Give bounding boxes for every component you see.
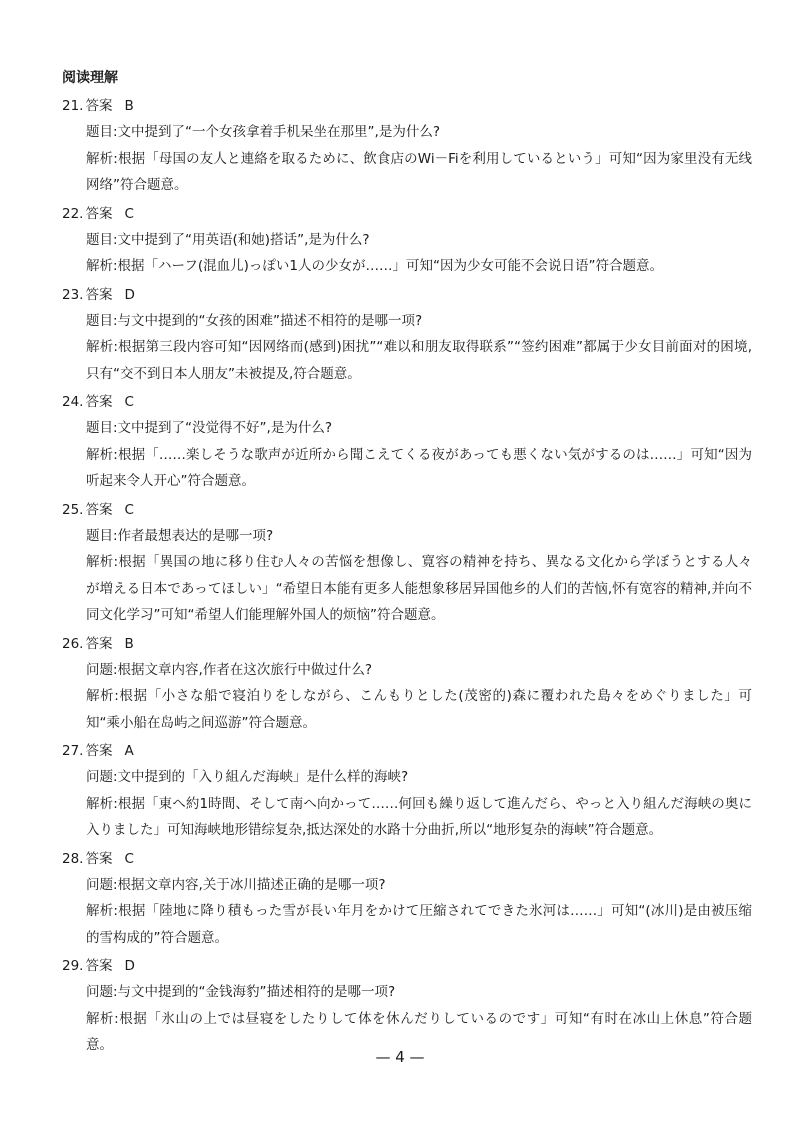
question-stem: 题目:作者最想表达的是哪一项?	[86, 527, 274, 544]
question-block	[62, 203, 752, 280]
question-block	[62, 955, 752, 1059]
answer-letter: B	[124, 635, 134, 652]
question-block	[62, 391, 752, 495]
answer-label: 答案	[85, 958, 113, 974]
question-list	[62, 92, 752, 1063]
answer-label: 答案	[85, 635, 113, 652]
question-block	[62, 499, 752, 629]
answer-letter: D	[124, 286, 135, 303]
answer-label: 答案	[85, 205, 113, 222]
page-number: — 4 —	[375, 1048, 425, 1066]
answer-line	[62, 955, 752, 977]
question-number: 22.	[62, 205, 84, 222]
answer-letter: D	[124, 958, 135, 974]
answer-line	[62, 95, 752, 117]
question-number: 21.	[62, 98, 84, 114]
question-number: 27.	[62, 743, 84, 759]
answer-analysis: 解析:根据「小さな船で寝泊りをしながら、こんもりとした(茂密的)森に覆われた島々をめぐりました」可知“乘小船在岛屿之间巡游”符合题意。	[86, 688, 752, 731]
page-number-footer	[0, 1047, 800, 1067]
answer-line	[62, 284, 752, 306]
answer-label: 答案	[85, 286, 113, 303]
question-number: 24.	[62, 394, 84, 410]
question-stem: 问题:与文中提到的“金钱海豹”描述相符的是哪一项?	[86, 984, 396, 1000]
question-block	[62, 740, 752, 844]
answer-line	[62, 391, 752, 413]
question-number: 29.	[62, 958, 84, 974]
question-stem: 问题:根据文章内容,关于冰川描述正确的是哪一项?	[86, 876, 386, 893]
question-stem: 题目:文中提到了“用英语(和她)搭话”,是为什么?	[86, 231, 370, 248]
answer-analysis: 解析:根据「……楽しそうな歌声が近所から聞こえてくる夜があっても悪くない気がするのは……」可知“因为听起来令人开心”符合题意。	[86, 446, 752, 489]
answer-label: 答案	[85, 501, 113, 518]
answer-line	[62, 633, 752, 655]
answer-line	[62, 499, 752, 521]
question-block	[62, 284, 752, 388]
answer-letter: C	[124, 205, 134, 222]
question-stem: 题目:文中提到了“一个女孩拿着手机呆坐在那里”,是为什么?	[86, 124, 440, 140]
answer-analysis: 解析:根据「異国の地に移り住む人々の苦悩を想像し、寛容の精神を持ち、異なる文化から学ぼうとする人々が増える日本であってほしい」“希望日本能有更多人能想象移居异国他乡的人们的苦恼,怀有宽容的精神,并向不同文化学习”可知“希望人们能理解外国人的烦恼”符合题意。	[86, 554, 752, 623]
answer-letter: B	[124, 98, 134, 114]
answer-analysis: 解析:根据「ハーフ(混血儿)っぽい1人の少女が……」可知“因为少女可能不会说日语”符合题意。	[86, 258, 663, 274]
question-block	[62, 633, 752, 737]
answer-letter: C	[124, 850, 134, 867]
question-stem: 题目:文中提到了“没觉得不好”,是为什么?	[86, 420, 332, 436]
answer-analysis: 解析:根据第三段内容可知“因网络而(感到)困扰”“难以和朋友取得联系”“签约困难”都属于少女目前面对的困境,只有“交不到日本人朋友”未被提及,符合题意。	[86, 339, 752, 382]
question-stem: 问题:根据文章内容,作者在这次旅行中做过什么?	[86, 661, 373, 678]
answer-line	[62, 740, 752, 762]
answer-letter: A	[124, 743, 134, 759]
answer-line	[62, 203, 752, 225]
question-number: 25.	[62, 501, 84, 518]
answer-analysis: 解析:根据「母国の友人と連絡を取るために、飲食店のWi－Fiを利用しているという」可知“因为家里没有无线网络”符合题意。	[86, 150, 752, 193]
answer-analysis: 解析:根据「東へ約1時間、そして南へ向かって……何回も繰り返して進んだら、やっと入り組んだ海峡の奥に入りました」可知海峡地形错综复杂,抵达深处的水路十分曲折,所以“地形复杂的海峡”符合题意。	[86, 795, 752, 838]
answer-analysis: 解析:根据「氷山の上では昼寝をしたりして体を休んだりしているのです」可知“有时在冰山上休息”符合题意。	[86, 1010, 752, 1053]
question-number: 26.	[62, 635, 84, 652]
answer-label: 答案	[85, 98, 113, 114]
question-block	[62, 848, 752, 952]
question-stem: 题目:与文中提到的“女孩的困难”描述不相符的是哪一项?	[86, 312, 423, 329]
answer-analysis: 解析:根据「陸地に降り積もった雪が長い年月をかけて圧縮されてできた氷河は……」可知“(冰川)是由被压缩的雪构成的”符合题意。	[86, 903, 752, 946]
question-number: 23.	[62, 286, 84, 303]
question-block	[62, 95, 752, 199]
answer-label: 答案	[85, 743, 113, 759]
section-title: 阅读理解	[62, 70, 118, 86]
answer-label: 答案	[85, 394, 113, 410]
answer-label: 答案	[85, 850, 113, 867]
answer-line	[62, 848, 752, 870]
question-stem: 问题:文中提到的「入り組んだ海峡」是什么样的海峡?	[86, 769, 409, 785]
answer-letter: C	[124, 501, 134, 518]
answer-letter: C	[124, 394, 134, 410]
question-number: 28.	[62, 850, 84, 867]
